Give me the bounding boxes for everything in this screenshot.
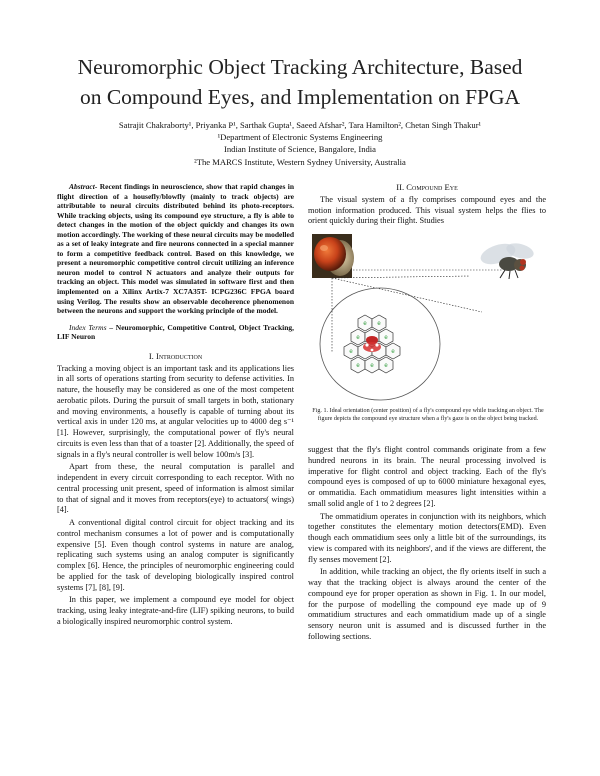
abstract-text: Recent findings in neuroscience, show that rapid changes in flight direction of a housefly/blowfly (mainly to track objects) are attributable to neural circuits distributed behind its photo-receptors. While tracking objects, using its compound eye structure, a fly is able to detect changes in the motion of the object quickly and changes its own motion accordingly. The working of these neural circuits may be modelled as a set of leaky integrate and fire neurons connected in a special manner to form a competitive feedback control. Based on this knowledge, we present a neuromorphic competitive control circuit utilizing an inference neuron model to control N actuators and analyze their outputs for tracking an object. This model was simulated in software first and then implemented on a Xilinx Artix-7 XC7A35T- ICPG236C FPGA board using Verilog. The results show an observable decoherence phenomenon between the neurons and support the working principle of the model.: [57, 182, 294, 316]
section-1-heading: I. Introduction: [148, 350, 203, 361]
compound-eye-paragraph-4: In addition, while tracking an object, the fly orients itself in such a way that the tracking object is always around the center of the compound eye for proper operation as shown in Fig. 1. In our model, for the purpose of modelling the compound eye made up of 9 ommatidium structures and each ommatidium made up of a single sensory neuron unit is assumed and is discussed further in the following sections.: [308, 567, 546, 641]
abstract: [57, 182, 294, 316]
intro-paragraph-3: A conventional digital control circuit for object tracking and its control mechanism consumes a lot of power and is computationally expensive [5]. Even though control systems in nature are analog, replicating such systems using an analog computer is significantly complex [6]. Hence, the principles of neuromorphic engineering could be applied for the task of developing biologically inspired control systems [7], [8], [9].: [57, 518, 294, 592]
fly-head-image: [312, 234, 354, 278]
right-column-top: [308, 182, 546, 227]
marker-5: e: [349, 349, 353, 355]
intro-paragraph-2: Apart from these, the neural computation is parallel and independent in every circuit corresponding to each receptor. With no central processing unit present, speed of information is almost similar to that of signal and it moves from receptors(eye) to actuators( wings) [4].: [57, 462, 294, 515]
marker-4: e: [384, 335, 388, 341]
compound-eye-paragraph-2: suggest that the fly's flight control commands originate from a few hundred neurons in its brain. The neural processing involved is imperative for flight control and object tracking. Each of the fly's compound eyes is composed of up to 6000 miniature hexagonal eyes, or ommatidia. Each ommatidium measures light intensities within a small solid angle of 1 to 2 degrees [2].: [308, 445, 546, 508]
housefly-image: [478, 240, 535, 279]
title-line-2: on Compound Eyes, and Implementation on FPGA: [79, 85, 521, 109]
author-block: [20, 119, 580, 168]
marker-2: e: [377, 321, 381, 327]
marker-1: e: [363, 321, 367, 327]
compound-eye-paragraph-3: The ommatidium operates in conjunction with its neighbors, which together constitutes the elementary motion detectors(EMD). Even though each ommatidium sees only a little bit of the surroundings, its view is compared with its neighbors', and if the views are different, the fly senses movement [2].: [308, 511, 546, 564]
title-line-1: Neuromorphic Object Tracking Architecture, Based: [77, 55, 523, 79]
affiliation-1-location: Indian Institute of Science, Bangalore, India: [223, 144, 376, 155]
figure-1-caption: Fig. 1. Ideal orientation (center position) of a fly's compound eye while tracking an object. The figure depicts the compound eye structure when a fly's gaze is on the object being tracked.: [312, 408, 544, 423]
intro-paragraph-1: Tracking a moving object is an important task and its applications lies in all sorts of operations starting from security to defense activities. In nature, the housefly may be considered as one of the most competent aerobatic pilots. During the pursuit of small targets in both, stationary and moving environments, a housefly is capable of turning about its vertical axis in under 120 ms, at angular velocities up to 4000 deg s⁻¹ [1]. However, surprisingly, the computational power of fly's neural circuits is even less than that of a toaster [2]. Additionally, the speed of signals in a fly's neural controller is well below 100m/s [3].: [57, 363, 294, 459]
figure-1: [310, 232, 546, 402]
compound-eye-paragraph-1: The visual system of a fly comprises compound eyes and the motion information produced. This visual system helps the flies to orient quickly during their flight. Studies: [308, 194, 546, 226]
left-column: [57, 182, 294, 628]
index-terms-label: Index Terms: [69, 322, 107, 332]
author-list: Satrajit Chakraborty¹, Priyanka P¹, Sarthak Gupta¹, Saeed Afshar², Tara Hamilton², Chetan Singh Thakur¹: [118, 120, 482, 130]
right-column-bottom: [308, 445, 546, 643]
intro-paragraph-4: In this paper, we implement a compound eye model for object tracking, using leaky integrate-and-fire (LIF) spiking neurons, to build a biologically inspired neuromorphic control system.: [57, 595, 294, 626]
marker-6: e: [391, 349, 395, 355]
marker-9: e: [384, 363, 388, 369]
affiliation-2: ²The MARCS Institute, Western Sydney University, Australia: [194, 156, 406, 167]
marker-3: e: [356, 335, 360, 341]
index-terms-text: – Neuromorphic, Competitive Control, Object Tracking, LIF Neuron: [57, 322, 294, 342]
affiliation-1: ¹Department of Electronic Systems Engineering: [217, 132, 383, 143]
marker-7: e: [356, 363, 360, 369]
marker-8: e: [370, 363, 374, 369]
abstract-label: Abstract-: [69, 182, 98, 191]
index-terms: [57, 323, 294, 342]
paper-title: [20, 52, 580, 112]
section-2-heading: II. Compound Eye: [396, 182, 458, 192]
